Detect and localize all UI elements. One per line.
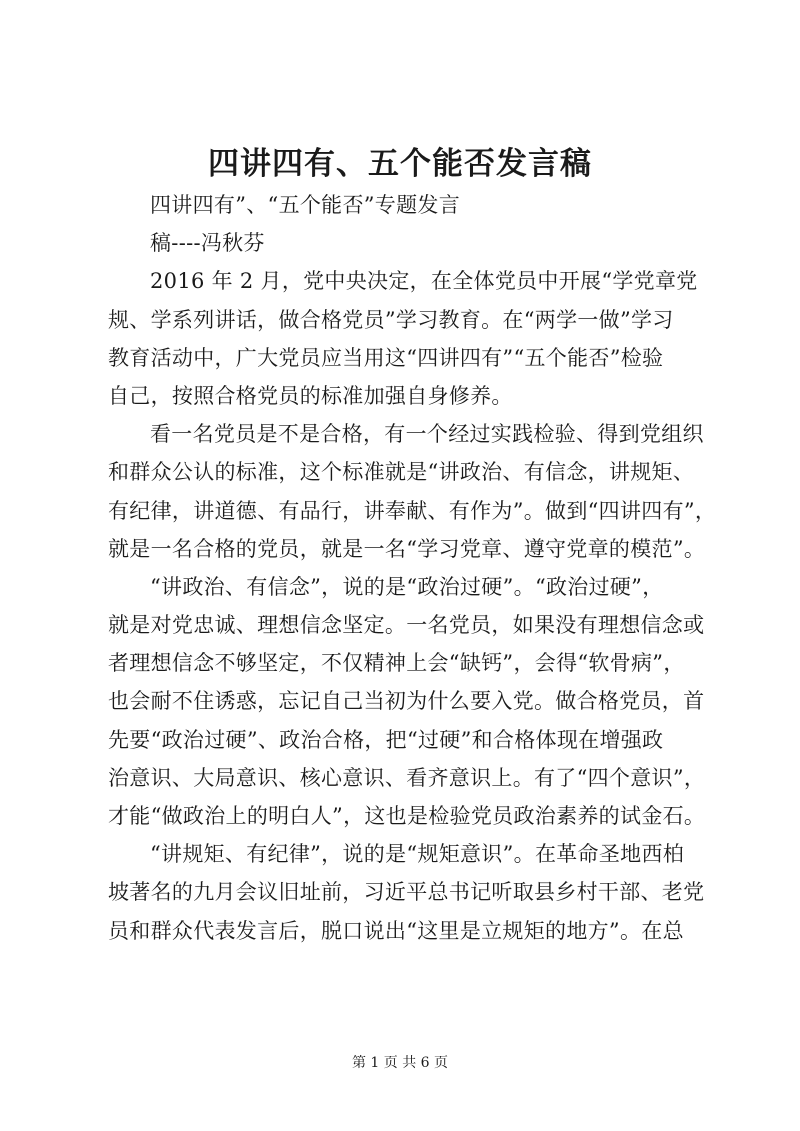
text-line: 者理想信念不够坚定，不仅精神上会“缺钙”，会得“软骨病”， bbox=[108, 651, 685, 676]
text-line: 就是一名合格的党员，就是一名“学习党章、遵守党章的模范”。 bbox=[108, 536, 706, 561]
text-line: 治意识、大局意识、核心意识、看齐意识上。有了“四个意识”， bbox=[108, 765, 706, 790]
text-line: 看一名党员是不是合格，有一个经过实践检验、得到党组织 bbox=[150, 422, 704, 447]
text-line: 2016 年 2 月，党中央决定，在全体党员中开展“学党章党 bbox=[150, 269, 698, 294]
text-line: 也会耐不住诱惑，忘记自己当初为什么要入党。做合格党员，首 bbox=[108, 689, 705, 714]
page-footer: 第 1 页 共 6 页 bbox=[351, 1055, 449, 1071]
text-line: 四讲四有”、“五个能否”专题发言 bbox=[150, 193, 461, 217]
text-line: “讲政治、有信念”，说的是“政治过硬”。“政治过硬”， bbox=[150, 574, 664, 599]
text-line: 员和群众代表发言后，脱口说出“这里是立规矩的地方”。在总 bbox=[108, 918, 684, 943]
text-line: 规、学系列讲话，做合格党员”学习教育。在“两学一做”学习 bbox=[108, 307, 674, 332]
text-line: 就是对党忠诚、理想信念坚定。一名党员，如果没有理想信念或 bbox=[108, 613, 705, 638]
text-line: 有纪律，讲道德、有品行，讲奉献、有作为”。做到“四讲四有”， bbox=[108, 498, 717, 523]
text-line: 和群众公认的标准，这个标准就是“讲政治、有信念，讲规矩、 bbox=[108, 460, 695, 485]
text-line: 坡著名的九月会议旧址前，习近平总书记听取县乡村干部、老党 bbox=[108, 880, 705, 905]
body-text bbox=[108, 186, 717, 950]
text-line: 自己，按照合格党员的标准加强自身修养。 bbox=[108, 383, 513, 408]
text-line: 稿----冯秋芬 bbox=[150, 231, 265, 256]
text-line: 才能“做政治上的明白人”，这也是检验党员政治素养的试金石。 bbox=[108, 804, 706, 828]
text-line: 先要“政治过硬”、政治合格，把“过硬”和合格体现在增强政 bbox=[108, 727, 664, 752]
page-title: 四讲四有、五个能否发言稿 bbox=[208, 146, 592, 182]
text-line: “讲规矩、有纪律”，说的是“规矩意识”。在革命圣地西柏 bbox=[150, 842, 685, 867]
text-line: 教育活动中，广大党员应当用这“四讲四有”“五个能否”检验 bbox=[108, 345, 664, 370]
